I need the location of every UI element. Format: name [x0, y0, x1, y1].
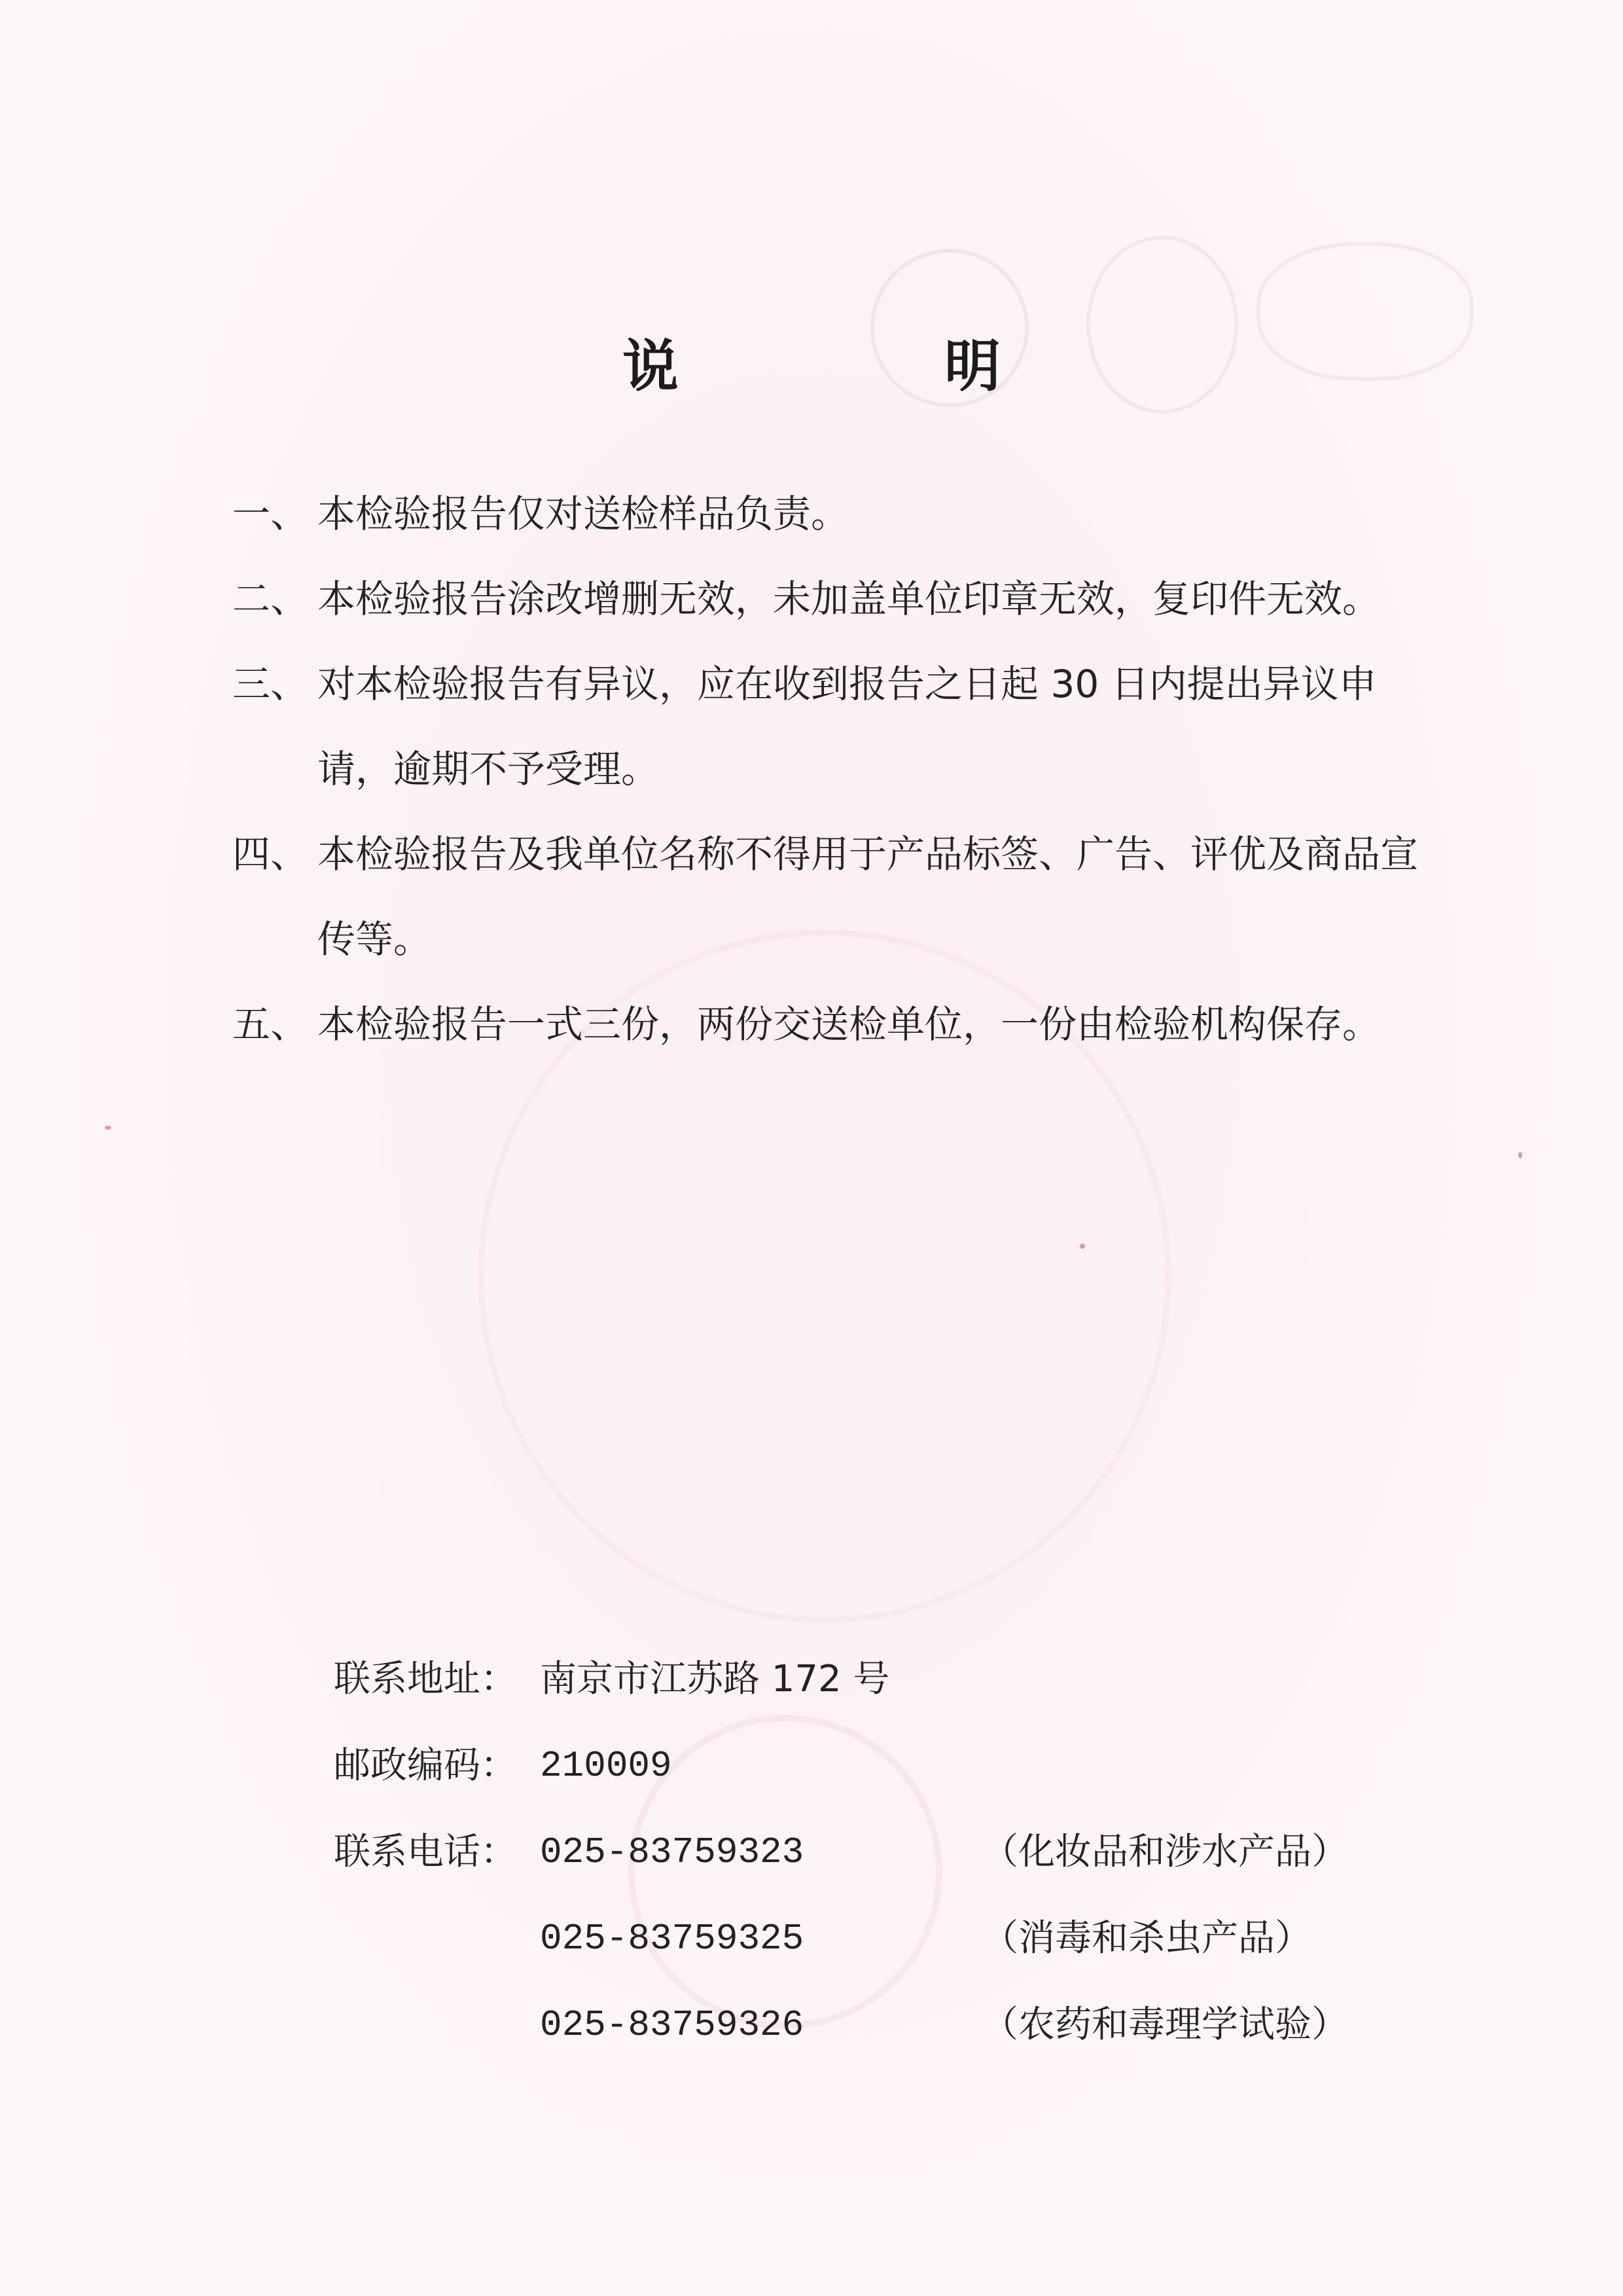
- notice-item: [232, 982, 1476, 1067]
- notice-item: [232, 556, 1476, 641]
- contact-phone-row: [334, 1809, 1512, 1895]
- contact-block: [334, 1636, 1512, 2068]
- notice-number: 三、: [232, 662, 309, 706]
- notice-item: [232, 812, 1476, 982]
- notice-text: 本检验报告及我单位名称不得用于产品标签、广告、评优及商品宣传等。: [317, 832, 1419, 961]
- contact-postcode-row: [334, 1723, 1512, 1809]
- phone-note: （化妆品和涉水产品）: [982, 1831, 1348, 1873]
- contact-address-row: [334, 1636, 1512, 1723]
- notice-number: 四、: [232, 832, 309, 876]
- contact-phone-row: [334, 1895, 1512, 1982]
- address-value: 南京市江苏路 172 号: [540, 1658, 890, 1700]
- notice-number: 五、: [232, 1002, 309, 1047]
- notice-text: 本检验报告涂改增删无效，未加盖单位印章无效，复印件无效。: [317, 577, 1381, 621]
- phone-number: 025-83759323: [540, 1831, 804, 1873]
- phone-note: （农药和毒理学试验）: [982, 2003, 1348, 2046]
- notice-list: [232, 471, 1476, 1067]
- postcode-label: 邮政编码：: [334, 1744, 517, 1787]
- phone-number: 025-83759326: [540, 2004, 804, 2046]
- notice-text: 对本检验报告有异议，应在收到报告之日起 30 日内提出异议申请，逾期不予受理。: [317, 662, 1377, 791]
- phone-note: （消毒和杀虫产品）: [982, 1917, 1311, 1960]
- ink-speck: [1080, 1244, 1085, 1249]
- notice-item: [232, 471, 1476, 556]
- phone-number: 025-83759325: [540, 1918, 804, 1960]
- ink-speck: [1518, 1152, 1522, 1158]
- notice-number: 二、: [232, 577, 309, 621]
- notice-item: [232, 641, 1476, 812]
- contact-phone-row: [334, 1982, 1512, 2068]
- notice-text: 本检验报告仅对送检样品负责。: [317, 492, 849, 536]
- postcode-value: 210009: [540, 1745, 672, 1787]
- address-label: 联系地址：: [334, 1658, 517, 1700]
- notice-number: 一、: [232, 492, 309, 536]
- notice-text: 本检验报告一式三份，两份交送检单位，一份由检验机构保存。: [317, 1002, 1381, 1047]
- page-title: 说 明: [622, 333, 1105, 399]
- phone-label: 联系电话：: [334, 1831, 517, 1873]
- ink-speck: [105, 1126, 111, 1130]
